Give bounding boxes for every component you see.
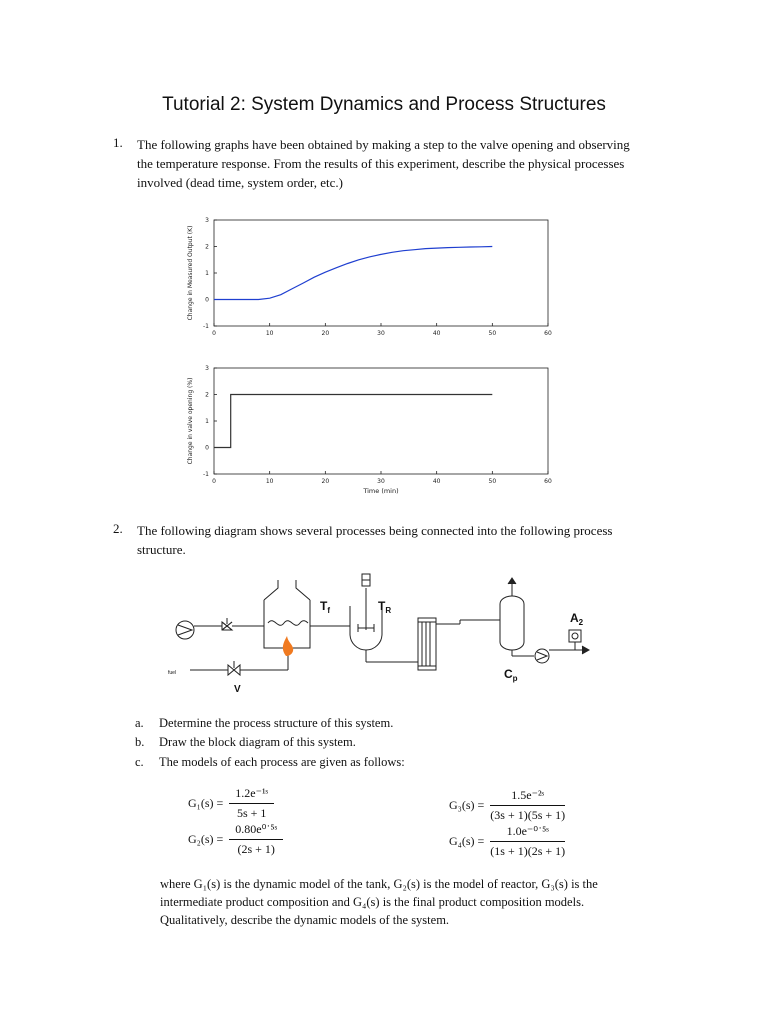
question-1-text: [137, 135, 677, 192]
separator-column-icon: [500, 596, 524, 650]
process-diagram: [160, 568, 600, 698]
product-outlet-arrow-icon: [582, 646, 589, 654]
plot-frame: [214, 368, 548, 474]
equation-g1-denominator: 5s + 1: [236, 806, 267, 820]
question-1-line-1: The following graphs have been obtained by making a step to the valve opening and observing: [137, 137, 630, 152]
equation-g3-numerator: 1.5e⁻²ˢ: [490, 788, 565, 806]
item-c: [135, 755, 405, 770]
svg-text:Cp: [504, 667, 518, 683]
equation-g1: [188, 786, 274, 821]
models-description-line-1: where G₁(s) is the dynamic model of the tank, G₂(s) is the model of reactor, G₃(s) is the: [160, 877, 598, 891]
y-tick-label: 2: [205, 391, 209, 399]
y-tick-label: 0: [205, 296, 209, 304]
label-tr: T: [378, 599, 386, 613]
item-b: [135, 735, 356, 750]
question-2-number: 2.: [113, 521, 123, 536]
y-tick-label: 1: [205, 270, 209, 277]
pump-impeller-icon: [178, 625, 192, 635]
question-1-line-3: involved (dead time, system order, etc.): [137, 175, 343, 190]
item-a: [135, 716, 393, 731]
equation-g4-denominator: (1s + 1)(2s + 1): [490, 844, 566, 858]
x-tick-label: 40: [432, 478, 441, 485]
page-title: Tutorial 2: System Dynamics and Process Structures: [162, 94, 606, 115]
item-b-text: Draw the block diagram of this system.: [159, 735, 356, 749]
question-2-line-1: The following diagram shows several processes being connected into the following process: [137, 523, 613, 538]
x-tick-label: 10: [265, 478, 274, 485]
label-v: V: [234, 684, 241, 695]
question-2-text: [137, 521, 677, 559]
y-tick-label: 0: [205, 444, 209, 452]
equation-g2-denominator: (2s + 1): [237, 842, 275, 856]
y-tick-label: -1: [203, 471, 209, 478]
label-a2: A: [570, 611, 579, 625]
question-1-line-2: the temperature response. From the results of this experiment, describe the physical processes: [137, 156, 625, 171]
equation-g2-lhs: G₂(s) =: [188, 832, 224, 846]
x-tick-label: 60: [544, 330, 552, 337]
models-description-line-3: Qualitatively, describe the dynamic models of the system.: [160, 913, 450, 927]
analyzer-a2-icon: [569, 630, 581, 642]
y-axis-label: Change in Measured Output (K): [187, 225, 194, 321]
svg-text:TR: [378, 599, 391, 615]
valve-opening-plot: [170, 360, 570, 500]
models-description: [160, 875, 678, 929]
equation-g2-numerator: 0.80e⁰˙⁵ˢ: [229, 822, 283, 840]
plot-frame: [214, 220, 548, 326]
x-tick-label: 0: [212, 478, 216, 485]
x-tick-label: 0: [212, 330, 216, 337]
heating-coil-icon: [268, 621, 308, 626]
label-tf-sub: f: [327, 606, 331, 615]
label-cp: C: [504, 667, 513, 681]
equation-g3-denominator: (3s + 1)(5s + 1): [490, 808, 566, 822]
series-line: [214, 395, 492, 448]
y-tick-label: 1: [205, 418, 209, 425]
x-tick-label: 20: [321, 478, 330, 485]
flame-icon: [283, 636, 293, 656]
x-tick-label: 50: [488, 478, 497, 485]
heat-exchanger-icon: [418, 618, 436, 670]
item-a-label: a.: [135, 716, 144, 730]
x-tick-label: 10: [265, 330, 274, 337]
equation-g3: [449, 788, 565, 823]
equation-g1-numerator: 1.2e⁻¹ˢ: [229, 786, 274, 804]
item-c-text: The models of each process are given as follows:: [159, 755, 405, 769]
y-axis-label: Change in valve opening (%): [187, 377, 194, 465]
x-tick-label: 50: [488, 330, 497, 337]
item-a-text: Determine the process structure of this system.: [159, 716, 394, 730]
x-axis-label: Time (min): [363, 487, 399, 495]
equation-g3-lhs: G₃(s) =: [449, 798, 485, 812]
label-fuel: fuel: [168, 670, 177, 676]
label-tf: T: [320, 599, 328, 613]
equation-g4-numerator: 1.0e⁻⁰˙⁵ˢ: [490, 824, 565, 842]
y-tick-label: 2: [205, 243, 209, 251]
equation-g4-lhs: G₄(s) =: [449, 834, 485, 848]
svg-text:A2: [570, 611, 584, 627]
question-2-line-2: structure.: [137, 542, 186, 557]
question-1-number: 1.: [113, 135, 123, 150]
equation-g1-lhs: G₁(s) =: [188, 796, 224, 810]
x-tick-label: 30: [377, 330, 385, 337]
x-tick-label: 40: [432, 330, 441, 337]
series-line: [214, 247, 492, 300]
item-c-label: c.: [135, 755, 144, 769]
x-tick-label: 60: [544, 478, 552, 485]
svg-text:Tf: [320, 599, 330, 615]
label-a2-sub: 2: [578, 618, 584, 627]
x-tick-label: 30: [377, 478, 385, 485]
models-description-line-2: intermediate product composition and G₄(s) is the final product composition models.: [160, 895, 585, 909]
y-tick-label: 3: [205, 365, 209, 372]
x-tick-label: 20: [321, 330, 330, 337]
y-tick-label: -1: [203, 323, 209, 330]
equation-g2: [188, 822, 283, 857]
y-tick-label: 3: [205, 217, 209, 224]
label-tr-sub: R: [385, 606, 392, 615]
item-b-label: b.: [135, 735, 145, 749]
equation-g4: [449, 824, 565, 859]
vapor-outlet-arrow-icon: [508, 578, 516, 584]
label-cp-sub: p: [512, 674, 518, 683]
output-response-plot: [170, 212, 570, 342]
